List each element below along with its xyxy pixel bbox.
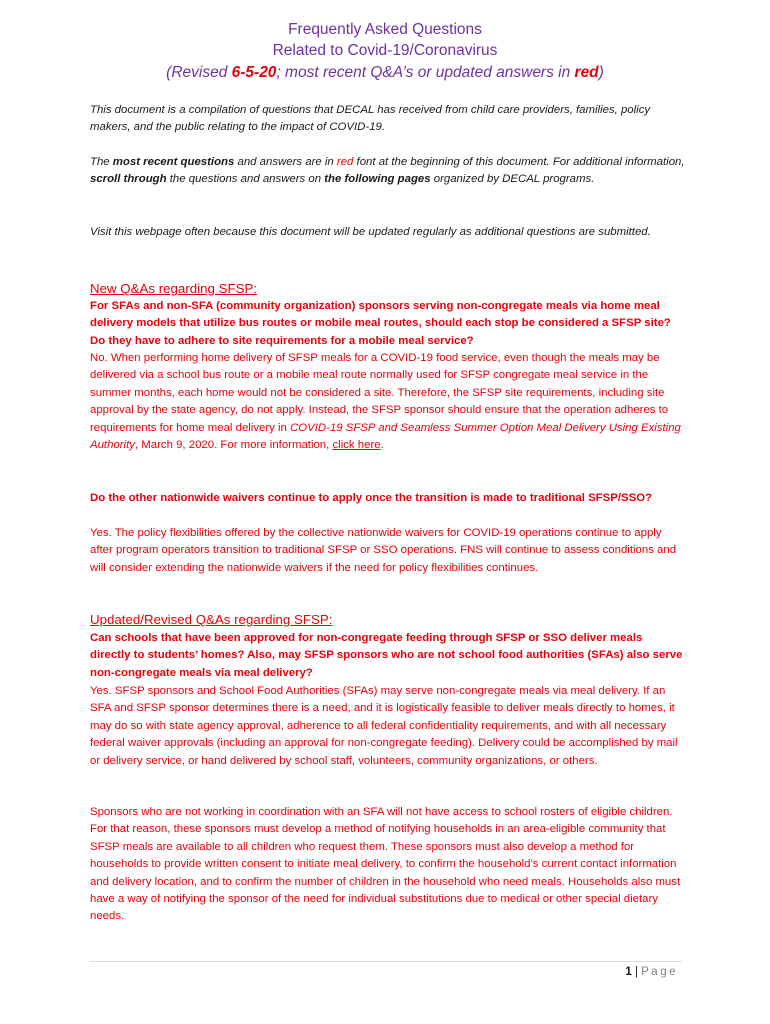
answer-2: Yes. The policy flexibilities offered by the collective nationwide waivers for COVID-19 operations continue to apply after program operators transition to traditional SFSP or SSO operations. FNS will continue to assess conditions and will consider extending the nationwide waivers if the need for policy flexibilities continues. xyxy=(90,527,677,574)
page-label: Page xyxy=(641,966,678,978)
page-footer xyxy=(625,966,678,978)
p2-g: the questions and answers on xyxy=(166,173,325,186)
p2-h: the following pages xyxy=(324,173,431,186)
intro-paragraph-1: This document is a compilation of questions that DECAL has received from child care providers, families, policy makers, and the public relating to the impact of COVID-19. xyxy=(90,104,651,134)
p2-b: most recent questions xyxy=(112,156,235,168)
question-3: Can schools that have been approved for non-congregate feeding through SFSP or SSO deliver meals directly to students’ homes? Also, may SFSP sponsors who are not school food authorities (SFAs) also serve non-congregate meals via meal delivery? xyxy=(90,632,683,679)
revision-red-word: red xyxy=(574,64,599,81)
footer-divider xyxy=(90,961,682,962)
title-line-2: Related to Covid-19/Coronavirus xyxy=(272,42,498,59)
question-2: Do the other nationwide waivers continue to apply once the transition is made to traditional SFSP/SSO? xyxy=(90,492,653,504)
footer-separator: | xyxy=(631,966,642,978)
question-1: For SFAs and non-SFA (community organization) sponsors serving non-congregate meals via home meal delivery models that utilize bus routes or mobile meal routes, should each stop be considered a SFSP site? Do they have to adhere to site requirements for a mobile meal service? xyxy=(90,300,671,347)
title-line-1: Frequently Asked Questions xyxy=(288,21,482,38)
answer-1-italic: COVID-19 SFSP and Seamless Summer Option Meal Delivery Using Existing Authority xyxy=(90,421,681,452)
p2-c: and answers are in xyxy=(234,156,337,168)
p2-a: The xyxy=(90,156,113,168)
revision-mid: ; most recent Q&A’s or updated answers in xyxy=(276,64,575,81)
revision-date: 6-5-20 xyxy=(231,64,277,81)
intro-paragraph-2 xyxy=(90,154,685,189)
answer-3-continued: Sponsors who are not working in coordination with an SFA will not have access to school rosters of eligible children. For that reason, these sponsors must develop a method of notifying households in an area-eligible community that SFSP meals are available to all children who request them. These sponsors must also develop a method for households to provide written consent to initiate meal delivery, to confirm the household’s current contact information and delivery location, and to confirm the number of children in the household who need meals. Households also must have a way of notifying the sponsor of the need for individual substitutions due to medical or other special dietary needs. xyxy=(90,806,681,923)
answer-3: Yes. SFSP sponsors and School Food Authorities (SFAs) may serve non-congregate meals via meal delivery. If an SFA and SFSP sponsor determines there is a need, and it is logistically feasible to deliver meals directly to homes, it may do so with state agency approval, adherence to all federal confidentiality requirements, and with all necessary federal waiver approvals (including an approval for non-congregate feeding). Delivery could be accomplished by mail or delivery service, or hand delivered by school staff, volunteers, community organizations, or others. xyxy=(90,685,678,767)
p2-f: scroll through xyxy=(90,173,167,186)
section-heading-updated-sfsp: Updated/Revised Q&As regarding SFSP: xyxy=(90,612,333,627)
click-here-link[interactable]: click here xyxy=(332,439,381,452)
section-heading-new-sfsp: New Q&As regarding SFSP: xyxy=(90,281,258,296)
p2-i: organized by DECAL programs. xyxy=(430,173,595,186)
answer-1-end: . xyxy=(380,439,384,452)
answer-1 xyxy=(90,350,685,454)
intro-paragraph-3: Visit this webpage often because this document will be updated regularly as additional questions are submitted. xyxy=(90,226,651,238)
revision-prefix: (Revised xyxy=(166,64,232,81)
revision-suffix: ) xyxy=(598,64,604,81)
p2-d: red xyxy=(336,156,354,168)
title-revision-line xyxy=(0,62,770,83)
p2-e: font at the beginning of this document. For additional information, xyxy=(353,156,685,168)
answer-1-after: , March 9, 2020. For more information, xyxy=(134,439,333,452)
answer-1-text: No. When performing home delivery of SFSP meals for a COVID-19 food service, even though the meals may be delivered via a school bus route or a mobile meal route normally used for SFSP congregate meal service in the summer months, each home would not be considered a site. Therefore, the SFSP site requirements, including site approval by the state agency, do not apply. Instead, the SFSP sponsor should ensure that the operation adheres to requirements for home meal delivery in xyxy=(90,352,669,434)
page-number: 1 xyxy=(625,966,632,978)
